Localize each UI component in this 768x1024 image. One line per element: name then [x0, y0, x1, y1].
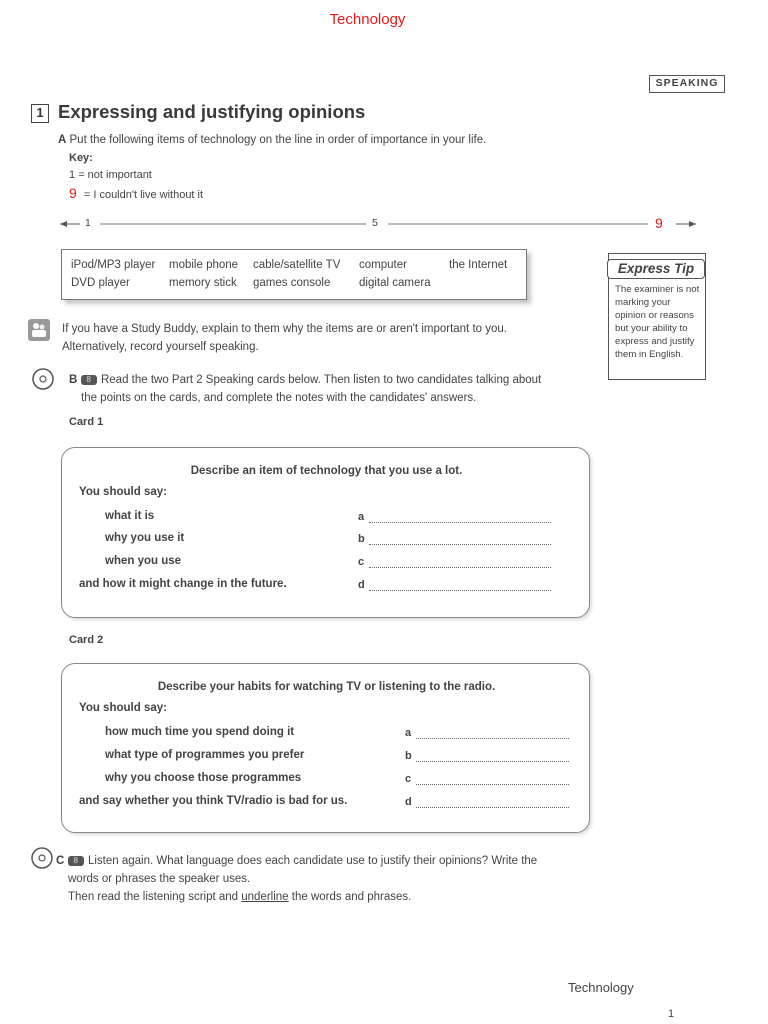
key-1	[69, 169, 152, 181]
part-b-track-tag: 8	[81, 375, 97, 385]
express-tip-box	[608, 253, 706, 380]
page-number: 1	[668, 1008, 675, 1020]
item-memory-stick: memory stick	[169, 277, 237, 289]
card-2-point-a: how much time you spend doing it	[105, 726, 295, 738]
card-1-point-d: and how it might change in the future.	[79, 578, 287, 590]
part-c-line-3-after: the words and phrases.	[288, 891, 412, 903]
scale-arrow-graphic	[58, 214, 698, 234]
part-c-line-3	[68, 891, 411, 903]
part-b-line-1-text: Read the two Part 2 Speaking cards below. Then listen to two candidates talking about	[100, 374, 542, 386]
study-buddy-line-1: If you have a Study Buddy, explain to them why the items are or aren't important to you.	[62, 323, 507, 335]
part-c-line-3-before: Then read the listening script and	[68, 891, 242, 903]
card-2-label: Card 2	[69, 634, 104, 646]
part-b-line-2: the points on the cards, and complete the notes with the candidates' answers.	[81, 392, 477, 404]
card-1-label: Card 1	[69, 416, 104, 428]
part-c-track-tag: 8	[68, 856, 84, 866]
scale-end-label: 9	[655, 215, 663, 231]
card-1-blank-c-letter: c	[358, 556, 365, 568]
item-games-console: games console	[253, 277, 331, 289]
card-1-title: Describe an item of technology that you use a lot.	[190, 465, 463, 477]
part-a-letter: A	[58, 134, 67, 146]
item-dvd-player: DVD player	[71, 277, 130, 289]
express-tip-title: Express Tip	[607, 259, 705, 279]
speaking-badge: SPEAKING	[649, 75, 725, 93]
key-label: Key:	[69, 152, 93, 164]
card-2-blank-c[interactable]	[416, 784, 569, 785]
item-digital-camera: digital camera	[359, 277, 431, 289]
scale-start-label: 1	[85, 217, 91, 229]
footer-title: Technology	[568, 980, 634, 995]
cd-icon-c	[30, 846, 54, 870]
card-1	[61, 447, 590, 618]
card-1-point-c: when you use	[105, 555, 182, 567]
card-2-blank-c-letter: c	[405, 773, 412, 785]
section-title: Expressing and justifying opinions	[58, 101, 366, 122]
card-2-title: Describe your habits for watching TV or listening to the radio.	[157, 681, 496, 693]
card-2-blank-d-letter: d	[405, 796, 412, 808]
card-1-blank-b-letter: b	[358, 533, 365, 545]
key-9-text: = I couldn't live without it	[83, 189, 204, 201]
item-mobile-phone: mobile phone	[169, 259, 239, 271]
card-2-blank-b-letter: b	[405, 750, 412, 762]
page-header-title: Technology	[329, 11, 406, 28]
scale-mid-label: 5	[372, 217, 378, 229]
item-ipod: iPod/MP3 player	[71, 259, 156, 271]
card-1-blank-d-letter: d	[358, 579, 365, 591]
card-1-blank-b[interactable]	[369, 544, 551, 545]
card-1-blank-a[interactable]	[369, 522, 551, 523]
card-2-point-d: and say whether you think TV/radio is bad for us.	[79, 795, 348, 807]
card-2	[61, 663, 590, 833]
study-buddy-line-2: Alternatively, record yourself speaking.	[62, 341, 259, 353]
item-computer: computer	[359, 259, 407, 271]
card-1-blank-d[interactable]	[369, 590, 551, 591]
study-buddy-icon	[27, 318, 51, 342]
key-1-text: = not important	[78, 169, 152, 181]
item-internet: the Internet	[449, 259, 508, 271]
card-2-blank-a[interactable]	[416, 738, 569, 739]
card-2-should-say: You should say:	[79, 702, 167, 714]
card-1-point-b: why you use it	[105, 532, 185, 544]
part-c-letter: C	[56, 855, 65, 867]
technology-items-box	[61, 249, 527, 300]
section-number: 1	[31, 104, 49, 123]
part-c-underline-word: underline	[241, 891, 289, 903]
item-cable-tv: cable/satellite TV	[253, 259, 341, 271]
part-b-letter: B	[69, 374, 78, 386]
card-2-blank-b[interactable]	[416, 761, 569, 762]
card-2-blank-d[interactable]	[416, 807, 569, 808]
part-a-instruction-text: Put the following items of technology on the line in order of importance in your life.	[69, 134, 487, 146]
card-1-should-say: You should say:	[79, 486, 167, 498]
part-c-line-1	[56, 855, 537, 867]
card-2-point-c: why you choose those programmes	[105, 772, 302, 784]
card-1-blank-a-letter: a	[358, 511, 365, 523]
key-1-number: 1	[69, 169, 76, 181]
part-a-instruction	[58, 134, 486, 146]
part-c-line-2: words or phrases the speaker uses.	[68, 873, 251, 885]
cd-icon-b	[31, 367, 55, 391]
part-c-line-1-text: Listen again. What language does each candidate use to justify their opinions? Write the	[87, 855, 538, 867]
key-9	[69, 185, 203, 201]
importance-scale-line	[58, 214, 698, 234]
card-1-blank-c[interactable]	[369, 567, 551, 568]
card-1-point-a: what it is	[105, 510, 155, 522]
card-2-blank-a-letter: a	[405, 727, 412, 739]
card-2-point-b: what type of programmes you prefer	[105, 749, 305, 761]
key-9-number: 9	[69, 185, 77, 201]
part-b-line-1	[69, 374, 541, 386]
express-tip-text: The examiner is not marking your opinion or reasons but your ability to express and justify them in English.	[615, 284, 700, 360]
